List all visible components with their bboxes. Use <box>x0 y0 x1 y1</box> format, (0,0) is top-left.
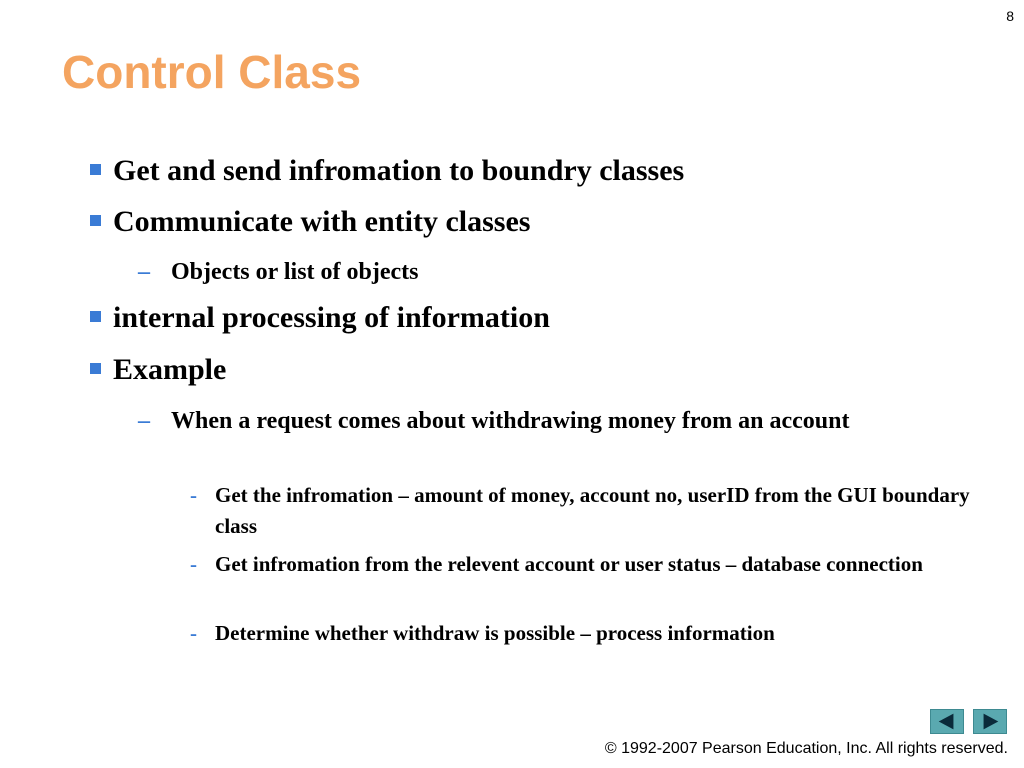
square-bullet-icon <box>90 311 101 322</box>
previous-slide-button[interactable] <box>930 709 964 734</box>
copyright-footer: © 1992-2007 Pearson Education, Inc. All rights reserved. <box>604 740 1008 757</box>
bullet-text: internal processing of information <box>113 301 550 334</box>
sub-sub-bullet-text: Determine whether withdraw is possible – process information <box>215 621 775 645</box>
square-bullet-icon <box>90 164 101 175</box>
slide-title: Control Class <box>62 46 362 98</box>
hyphen-bullet-icon: - <box>190 483 197 507</box>
dash-bullet-icon: – <box>138 408 150 434</box>
hyphen-bullet-icon: - <box>190 552 197 576</box>
bullet-text: Example <box>113 353 227 386</box>
dash-bullet-icon: – <box>138 259 150 285</box>
bullet-text: Get and send infromation to boundry classes <box>113 154 685 187</box>
sub-bullet-text: Objects or list of objects <box>171 259 419 285</box>
hyphen-bullet-icon: - <box>190 621 197 645</box>
square-bullet-icon <box>90 363 101 374</box>
triangle-left-icon <box>931 710 963 733</box>
sub-bullet-text: When a request comes about withdrawing money from an account <box>171 408 850 434</box>
next-slide-button[interactable] <box>973 709 1007 734</box>
triangle-right-icon <box>974 710 1006 733</box>
sub-sub-bullet-text: Get infromation from the relevent account or user status – database connection <box>215 552 923 576</box>
bullet-text: Communicate with entity classes <box>113 205 531 238</box>
page-number: 8 <box>1006 8 1014 24</box>
square-bullet-icon <box>90 215 101 226</box>
sub-sub-bullet-text: Get the infromation – amount of money, account no, userID from the GUI boundary class <box>215 483 970 538</box>
